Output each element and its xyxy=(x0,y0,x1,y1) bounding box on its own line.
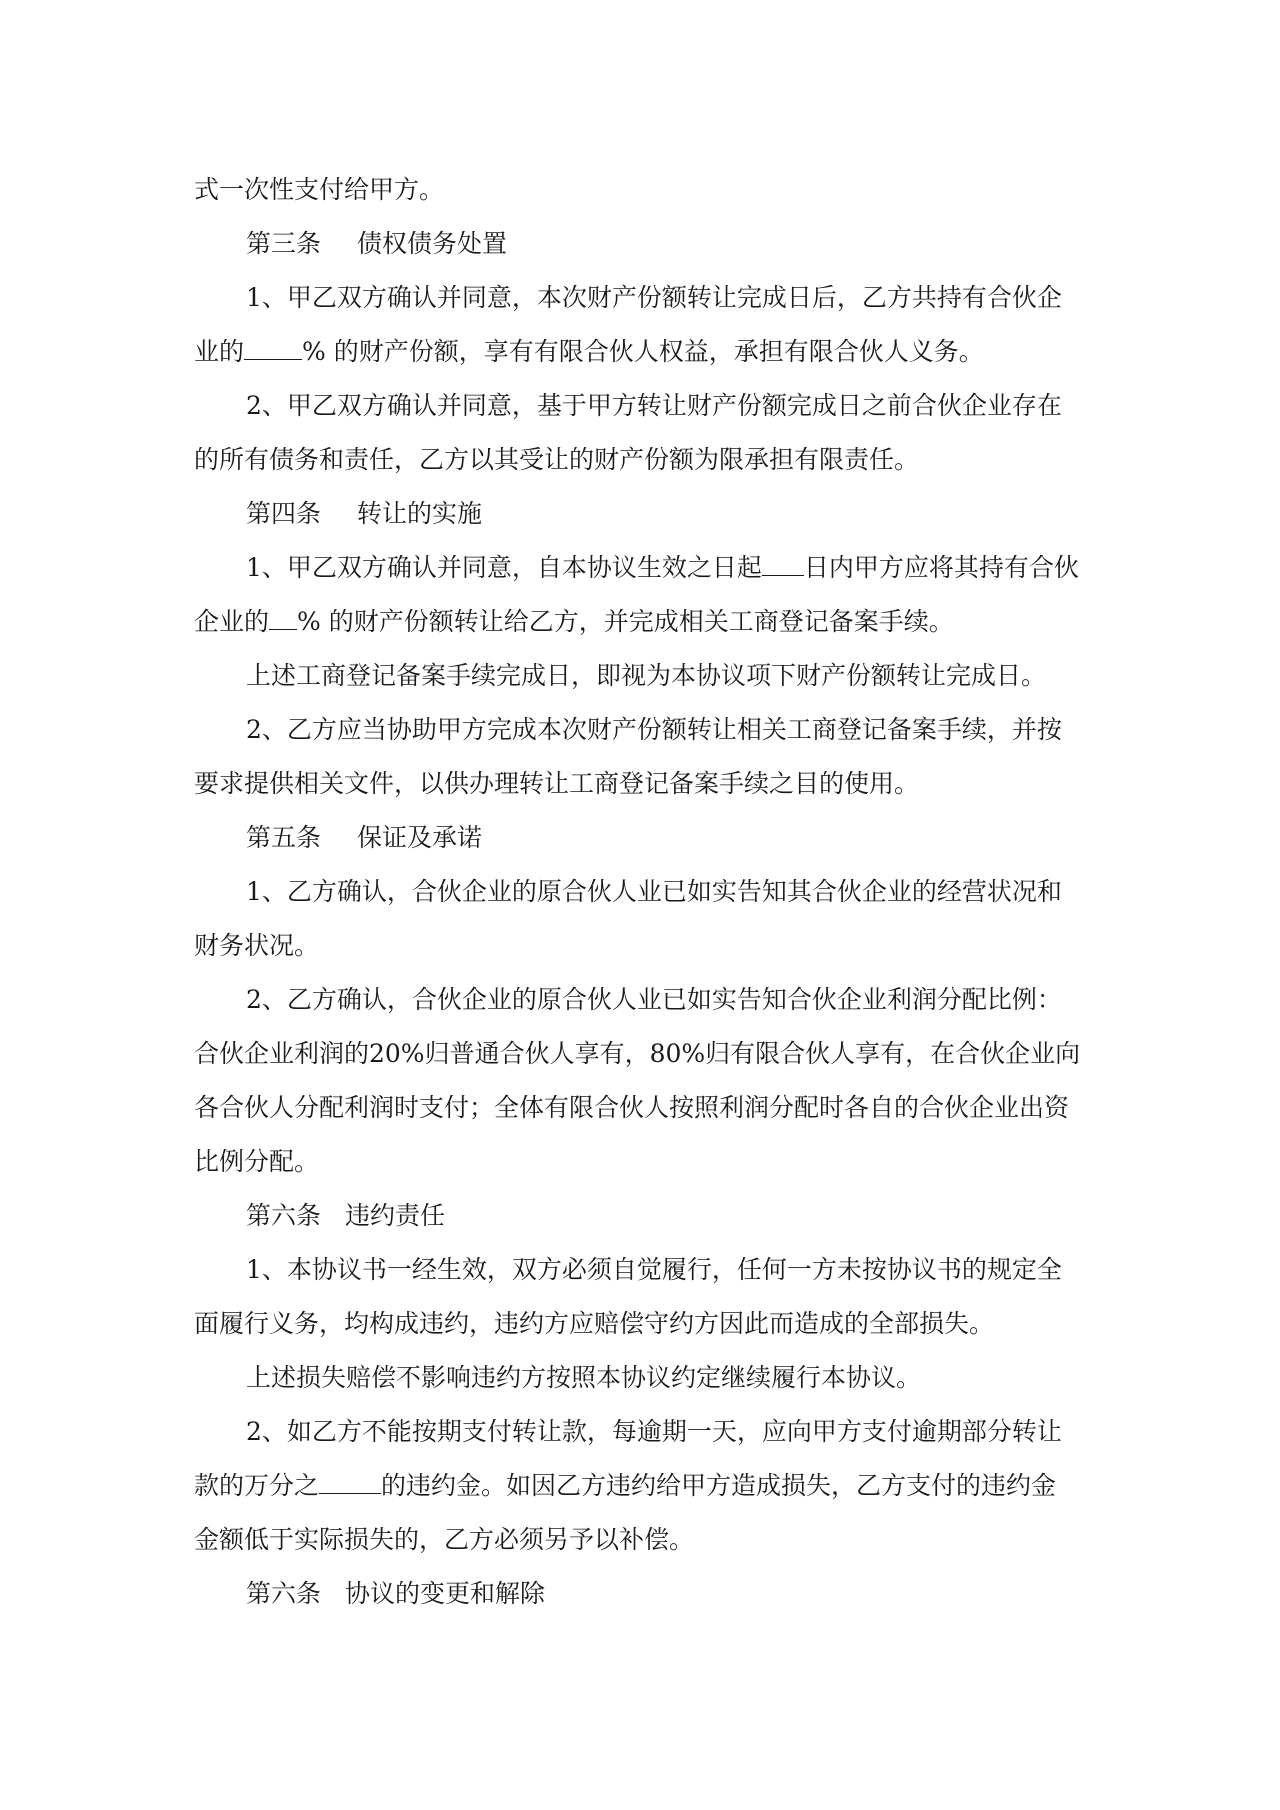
article-heading-7 xyxy=(194,1567,1086,1621)
article-title: 债权债务处置 xyxy=(357,229,508,258)
paragraph-line: 各合伙人分配利润时支付；全体有限合伙人按照利润分配时各自的合伙企业出资 xyxy=(194,1093,1070,1122)
paragraph-line: 面履行义务，均构成违约，违约方应赔偿守约方因此而造成的全部损失。 xyxy=(194,1309,995,1338)
article-title: 保证及承诺 xyxy=(357,823,483,852)
fill-in-blank xyxy=(244,337,302,360)
paragraph-line: 1、乙方确认，合伙企业的原合伙人业已如实告知其合伙企业的经营状况和 xyxy=(246,877,1062,906)
article-number: 第三条 xyxy=(246,229,322,258)
paragraph-line: 上述工商登记备案手续完成日，即视为本协议项下财产份额转让完成日。 xyxy=(246,661,1047,690)
paragraph-line: 2、如乙方不能按期支付转让款，每逾期一天，应向甲方支付逾期部分转让 xyxy=(246,1417,1062,1446)
paragraph-line xyxy=(194,595,1086,649)
text-segment: % 的财产份额转让给乙方，并完成相关工商登记备案手续。 xyxy=(297,607,954,636)
text-segment: % 的财产份额，享有有限合伙人权益，承担有限合伙人义务。 xyxy=(302,337,984,366)
paragraph-line xyxy=(194,325,1086,379)
fill-in-blank xyxy=(762,553,804,576)
article-heading-5 xyxy=(194,811,1086,865)
paragraph-line: 1、甲乙双方确认并同意，本次财产份额转让完成日后，乙方共持有合伙企 xyxy=(246,283,1062,312)
text-segment: 的违约金。如因乙方违约给甲方造成损失，乙方支付的违约金 xyxy=(381,1471,1057,1500)
article-number: 第五条 xyxy=(246,823,322,852)
text-segment: 日内甲方应将其持有合伙 xyxy=(803,553,1079,582)
fill-in-blank xyxy=(269,607,297,630)
article-title: 转让的实施 xyxy=(357,499,483,528)
paragraph-line: 1、本协议书一经生效，双方必须自觉履行，任何一方未按协议书的规定全 xyxy=(246,1255,1062,1284)
text-segment: 款的万分之 xyxy=(194,1471,320,1500)
paragraph-line: 2、甲乙双方确认并同意，基于甲方转让财产份额完成日之前合伙企业存在 xyxy=(246,391,1062,420)
paragraph-line: 合伙企业利润的20%归普通合伙人享有，80%归有限合伙人享有，在合伙企业向 xyxy=(194,1039,1081,1068)
paragraph-line: 财务状况。 xyxy=(194,931,320,960)
paragraph-line: 2、乙方应当协助甲方完成本次财产份额转让相关工商登记备案手续，并按 xyxy=(246,715,1062,744)
paragraph-line: 要求提供相关文件，以供办理转让工商登记备案手续之目的使用。 xyxy=(194,769,920,798)
paragraph-line: 比例分配。 xyxy=(194,1147,320,1176)
article-number: 第六条 xyxy=(246,1579,322,1608)
text-segment: 1、甲乙双方确认并同意，自本协议生效之日起 xyxy=(246,553,762,582)
text-segment: 业的 xyxy=(194,337,245,366)
paragraph-line: 式一次性支付给甲方。 xyxy=(194,175,445,204)
paragraph-line xyxy=(194,541,1086,595)
paragraph-line: 的所有债务和责任，乙方以其受让的财产份额为限承担有限责任。 xyxy=(194,445,920,474)
article-title: 协议的变更和解除 xyxy=(345,1579,546,1608)
paragraph-line: 2、乙方确认，合伙企业的原合伙人业已如实告知合伙企业利润分配比例： xyxy=(246,985,1062,1014)
article-heading-4 xyxy=(194,487,1086,541)
article-heading-6 xyxy=(194,1189,1086,1243)
paragraph-line xyxy=(194,1459,1086,1513)
document-body xyxy=(194,163,1086,1621)
fill-in-blank xyxy=(319,1471,381,1494)
paragraph-line: 上述损失赔偿不影响违约方按照本协议约定继续履行本协议。 xyxy=(246,1363,922,1392)
paragraph-line: 金额低于实际损失的，乙方必须另予以补偿。 xyxy=(194,1525,695,1554)
article-title: 违约责任 xyxy=(345,1201,446,1230)
article-number: 第四条 xyxy=(246,499,322,528)
text-segment: 企业的 xyxy=(194,607,270,636)
article-heading-3 xyxy=(194,217,1086,271)
article-number: 第六条 xyxy=(246,1201,322,1230)
